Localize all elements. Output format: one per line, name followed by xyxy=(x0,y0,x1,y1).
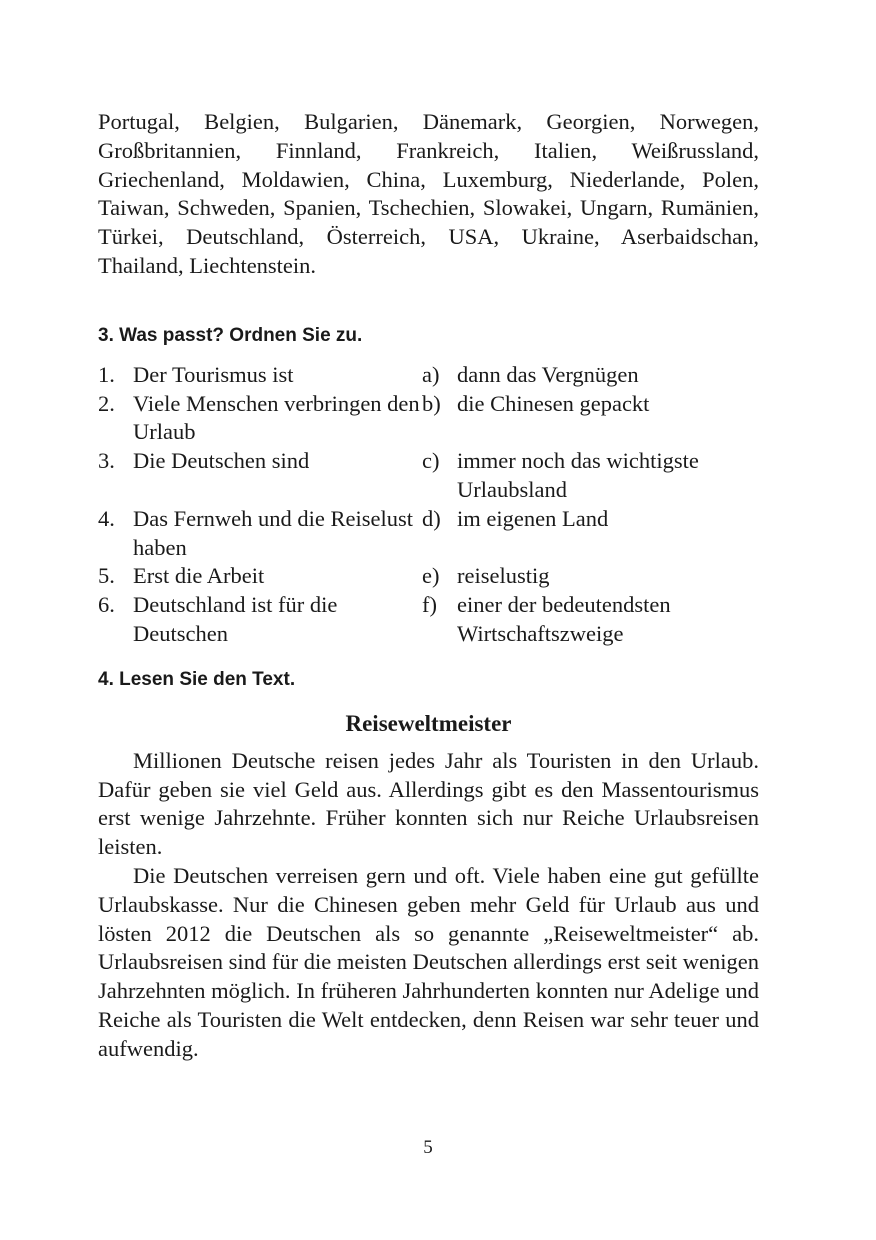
match-right-item xyxy=(422,591,759,649)
exercise-3-heading: 3. Was passt? Ordnen Sie zu. xyxy=(98,324,363,346)
text-title: Reiseweltmeister xyxy=(345,710,512,736)
text-paragraph: Die Deutschen verreisen gern und oft. Viele haben eine gut gefüllte Urlaubskasse. Nur die Chinesen geben mehr Geld für Urlaub aus und lösten 2012 die Deutschen als so genannte „Reiseweltmeister“ ab. Urlaubsreisen sind für die meisten Deutschen allerdings erst seit wenigen Jahrzehnten möglich. In früheren Jahrhunderten konnten nur Adelige und Reiche als Touristen die Welt entdecken, denn Reisen war sehr teuer und aufwendig. xyxy=(98,862,759,1061)
item-letter: b) xyxy=(422,390,441,416)
exercise-4-heading: 4. Lesen Sie den Text. xyxy=(98,668,296,690)
page-number: 5 xyxy=(423,1137,433,1158)
item-text: die Chinesen gepackt xyxy=(457,390,650,416)
item-text: Erst die Arbeit xyxy=(133,563,265,589)
item-text: Viele Menschen verbringen den Urlaub xyxy=(133,390,420,445)
item-number: 5. xyxy=(98,563,115,589)
item-number: 6. xyxy=(98,592,115,618)
text-paragraph: Millionen Deutsche reisen jedes Jahr als Touristen in den Urlaub. Dafür geben sie viel Geld aus. Allerdings gibt es den Massentourismus erst wenige Jahrzehnte. Früher konnten sich nur Reiche Urlaubsreisen leisten. xyxy=(98,747,759,860)
item-text: immer noch das wichtigste Urlaubsland xyxy=(457,448,699,502)
item-text: Das Fernweh und die Reiselust haben xyxy=(133,505,413,560)
country-list: Portugal, Belgien, Bulgarien, Dänemark, Georgien, Norwegen, Großbritannien, Finnland, Frankreich, Italien, Weißrussland, Griechenland, Moldawien, China, Luxemburg, Niederlande, Polen, Taiwan, Schweden, Spanien, Tschechien, Slowakei, Ungarn, Rumänien, Türkei, Deutschland, Österreich, USA, Ukraine, Aserbaidschan, Thailand, Liechtenstein. xyxy=(98,109,759,278)
item-text: einer der bedeutendsten Wirtschaftszweige xyxy=(457,592,671,646)
match-left-item xyxy=(98,591,422,649)
match-right-item xyxy=(422,390,759,448)
item-letter: a) xyxy=(422,361,440,387)
match-right-item xyxy=(422,361,759,390)
match-left-item xyxy=(98,447,422,505)
matching-table xyxy=(98,361,759,649)
match-right-item xyxy=(422,562,759,591)
match-left-item xyxy=(98,390,422,448)
item-number: 4. xyxy=(98,505,115,531)
item-number: 1. xyxy=(98,361,115,387)
match-right-item xyxy=(422,505,759,563)
item-text: Der Tourismus ist xyxy=(133,361,294,387)
item-text: Deutschland ist für die Deutschen xyxy=(133,592,338,646)
item-number: 2. xyxy=(98,390,115,416)
item-text: im eigenen Land xyxy=(457,505,609,531)
item-letter: d) xyxy=(422,505,441,531)
match-left-item xyxy=(98,562,422,591)
item-number: 3. xyxy=(98,448,115,474)
item-letter: e) xyxy=(422,563,440,589)
item-letter: c) xyxy=(422,448,440,474)
item-text: dann das Vergnügen xyxy=(457,361,639,387)
item-text: reiselustig xyxy=(457,563,550,589)
match-left-item xyxy=(98,361,422,390)
match-right-item xyxy=(422,447,759,505)
item-letter: f) xyxy=(422,592,437,618)
item-text: Die Deutschen sind xyxy=(133,448,310,474)
match-left-item xyxy=(98,505,422,563)
page-content xyxy=(98,108,759,1064)
